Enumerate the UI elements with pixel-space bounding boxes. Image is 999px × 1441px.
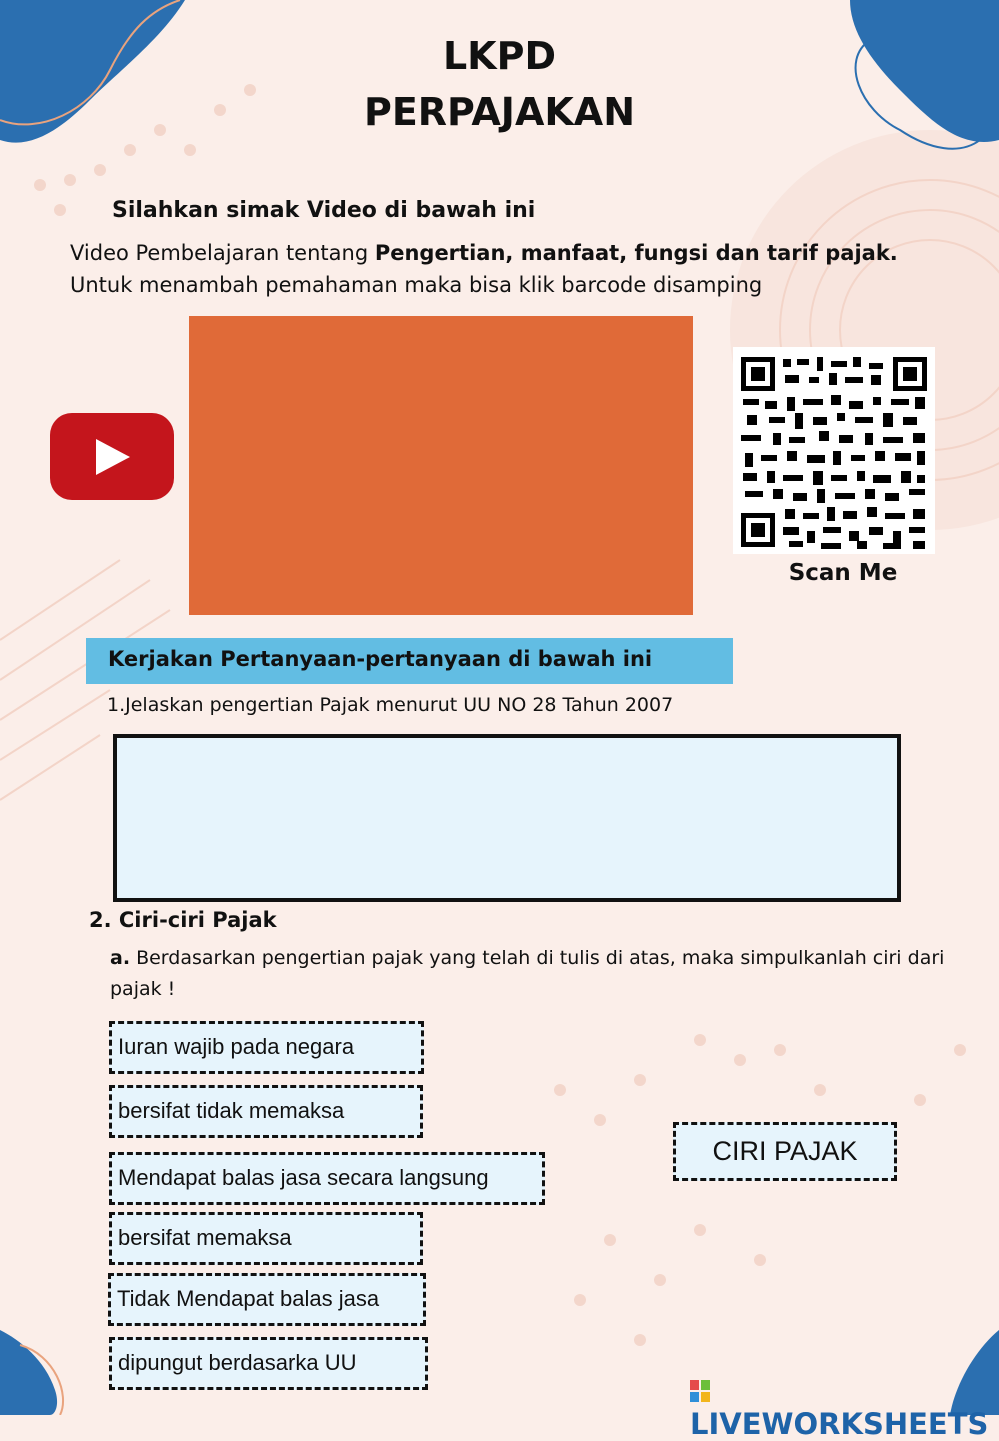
video-player[interactable]	[189, 316, 693, 615]
ciri-pajak-drop-target[interactable]: CIRI PAJAK	[673, 1122, 897, 1181]
option-chip[interactable]: dipungut berdasarka UU	[109, 1337, 428, 1390]
option-chip[interactable]: Iuran wajib pada negara	[109, 1021, 424, 1074]
option-chip[interactable]: bersifat tidak memaksa	[109, 1085, 423, 1138]
youtube-play-icon[interactable]	[50, 413, 174, 500]
liveworksheets-logo[interactable]	[690, 1373, 999, 1441]
question-2a-body: Berdasarkan pengertian pajak yang telah di tulis di atas, maka simpulkanlah ciri dari pajak !	[110, 947, 945, 1000]
questions-banner	[86, 638, 733, 684]
question-2-heading: 2. Ciri-ciri Pajak	[89, 908, 277, 932]
question-2a-letter: a.	[110, 947, 131, 969]
intro-line-1-prefix: Video Pembelajaran tentang	[70, 241, 375, 265]
question-1-answer-input[interactable]	[113, 734, 901, 902]
option-chip[interactable]: bersifat memaksa	[109, 1212, 423, 1265]
qr-code-icon	[733, 347, 935, 554]
qr-code[interactable]	[733, 347, 935, 554]
title-line-1: LKPD	[442, 34, 557, 78]
liveworksheets-icon	[690, 1380, 710, 1402]
question-1: 1.Jelaskan pengertian Pajak menurut UU NO 28 Tahun 2007	[107, 694, 674, 716]
intro-line-1-bold: Pengertian, manfaat, fungsi dan tarif pajak.	[374, 241, 898, 265]
option-chip[interactable]: Mendapat balas jasa secara langsung	[109, 1152, 545, 1205]
brand-text: LIVEWORKSHEETS	[690, 1407, 989, 1441]
question-2a-text	[110, 943, 995, 1005]
section-heading: Silahkan simak Video di bawah ini	[112, 198, 536, 223]
questions-banner-text: Kerjakan Pertanyaan-pertanyaan di bawah ini	[108, 647, 653, 671]
title-line-2: PERPAJAKAN	[363, 90, 636, 134]
intro-line-1	[70, 237, 898, 269]
option-chip[interactable]: Tidak Mendapat balas jasa	[108, 1273, 426, 1326]
scan-me-label: Scan Me	[788, 560, 898, 586]
intro-line-2: Untuk menambah pemahaman maka bisa klik barcode disamping	[70, 273, 763, 297]
